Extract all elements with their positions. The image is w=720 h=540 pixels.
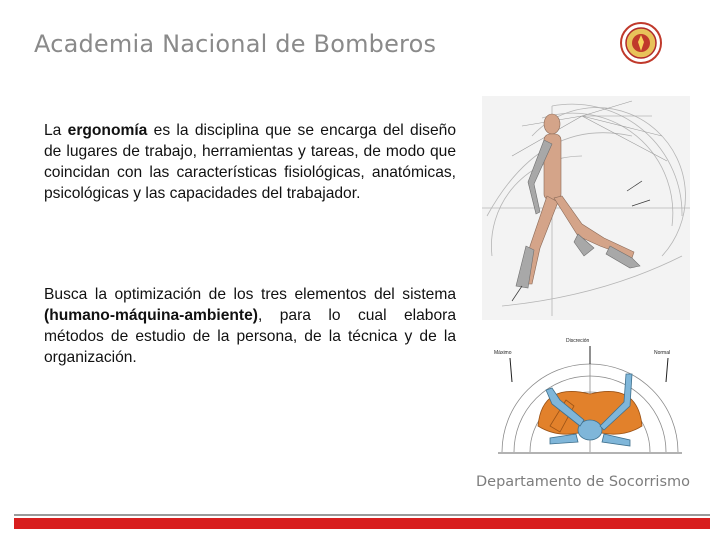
p1-text-start: La xyxy=(44,122,68,139)
label-normal: Normal xyxy=(654,350,671,356)
academy-seal-logo xyxy=(620,22,662,64)
keyword-system: (humano-máquina-ambiente) xyxy=(44,307,258,324)
footer-divider-gray xyxy=(14,514,710,516)
paragraph-objective xyxy=(44,284,456,368)
label-discrecion: Discreción xyxy=(566,338,590,344)
keyword-ergonomia: ergonomía xyxy=(67,122,148,139)
department-name: Departamento de Socorrismo xyxy=(476,474,691,490)
page-title: Academia Nacional de Bomberos xyxy=(34,30,437,58)
p2-text-start: Busca la optimización de los tres elementos del sistema xyxy=(44,286,456,303)
reach-zones-diagram xyxy=(490,330,690,458)
p1-text-end: es la disciplina que se encarga del diseño de lugares de trabajo, herramientas y tareas, de modo que coincidan con las características fisiológicas, anatómicas, psicológicas y las capacidades del trabajador. xyxy=(44,122,456,202)
label-maximo: Máximo xyxy=(494,350,512,356)
ergonomic-walking-figure xyxy=(482,96,690,320)
p2-text-end: , para lo cual elabora métodos de estudio de la persona, de la técnica y de la organización. xyxy=(44,307,456,366)
paragraph-definition xyxy=(44,120,456,204)
footer-bar-red xyxy=(14,518,710,529)
